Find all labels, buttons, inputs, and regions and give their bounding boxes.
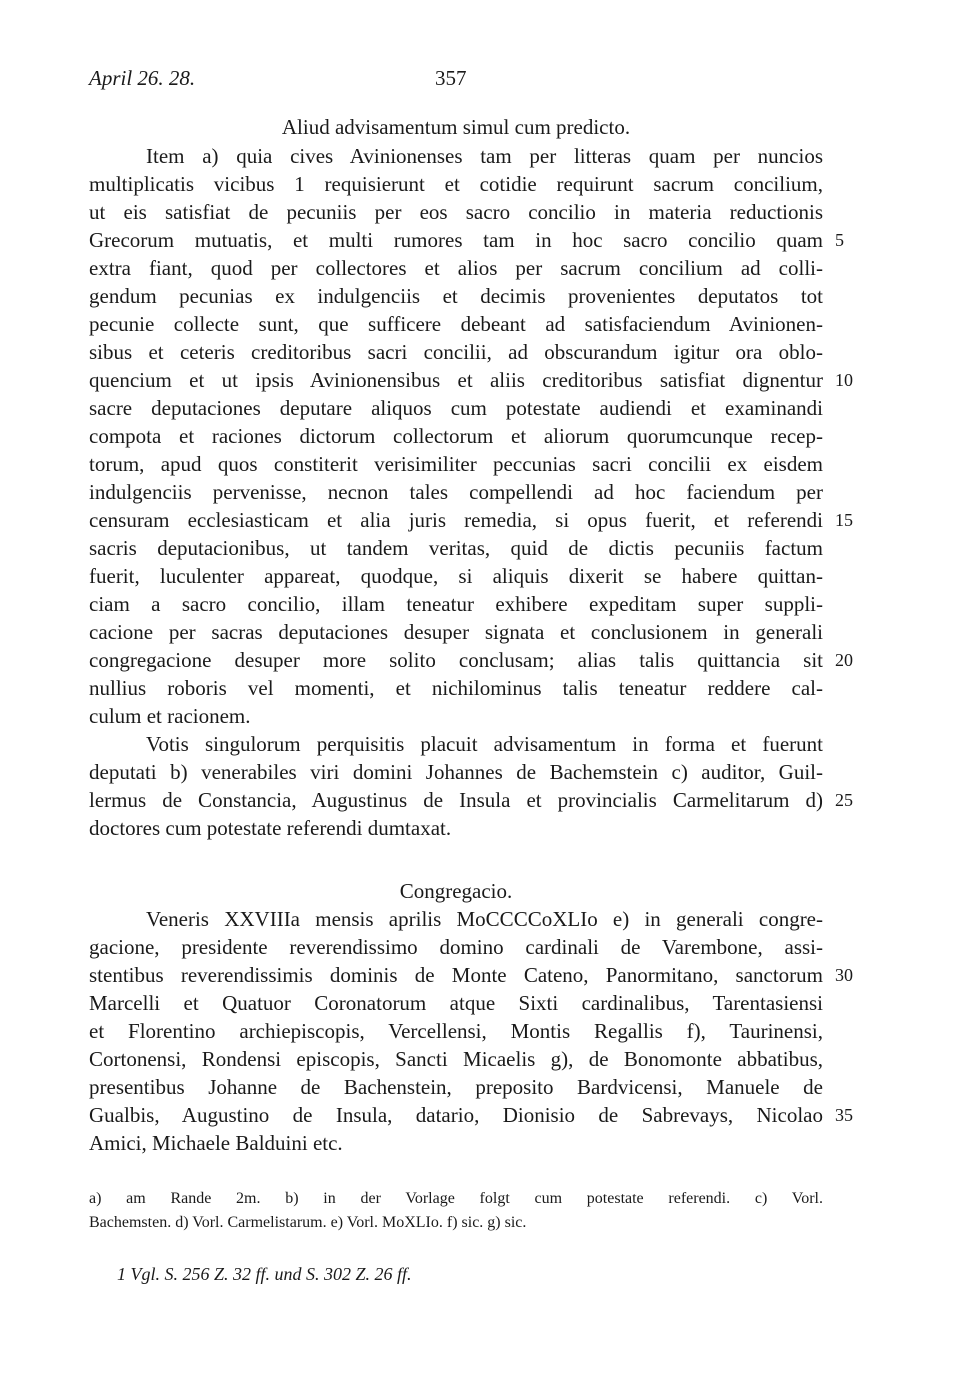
section-heading: Congregacio. [399,879,513,903]
text-line: quencium et ut ipsis Avinionensibus et aliis creditoribus satisfiat dignentur [89,368,823,392]
text-line: Cortonensi, Rondensi episcopis, Sancti Micaelis g), de Bonomonte abbatibus, [89,1047,823,1071]
text-line: culum et racionem. [89,704,251,728]
text-line: stentibus reverendissimis dominis de Monte Cateno, Panormitano, sanctorum [89,963,823,987]
running-head: April 26. 28. [89,66,196,90]
line-number: 30 [835,965,853,985]
text-line: Aliud advisamentum simul cum predicto. [281,115,631,139]
text-line: fuerit, luculenter appareat, quodque, si aliquis dixerit se habere quittan- [89,564,823,588]
text-line: lermus de Constancia, Augustinus de Insula et provincialis Carmelitarum d) [89,788,823,812]
text-line: gendum pecunias ex indulgenciis et decimis provenientes deputatos tot [89,284,823,308]
text-line: sacre deputaciones deputare aliquos cum potestate audiendi et examinandi [89,396,823,420]
text-line: Votis singulorum perquisitis placuit advisamentum in forma et fuerunt [146,732,823,756]
source-footnote: 1 Vgl. S. 256 Z. 32 ff. und S. 302 Z. 26 ff. [117,1264,412,1284]
text-line: torum, apud quos constiterit verisimiliter peccunias sacri concilii ex eisdem [89,452,823,476]
text-line: sibus et ceteris creditoribus sacri concilii, ad obscurandum igitur ora oblo- [89,340,823,364]
text-line: Veneris XXVIIIa mensis aprilis MoCCCCoXLIo e) in generali congre- [146,907,823,931]
text-line: gacione, presidente reverendissimo domino cardinali de Varembone, assi- [89,935,823,959]
page-header [89,66,823,96]
text-line: deputati b) venerabiles viri domini Johannes de Bachemstein c) auditor, Guil- [89,760,823,784]
line-number: 10 [835,370,853,390]
page-number: 357 [435,66,467,90]
line-number: 15 [835,510,853,530]
text-line: presentibus Johanne de Bachenstein, preposito Bardvicensi, Manuele de [89,1075,823,1099]
text-line: Grecorum mutuatis, et multi rumores tam in hoc sacro concilio quam [89,228,823,252]
footnote-line: Bachemsten. d) Vorl. Carmelistarum. e) Vorl. MoXLIo. f) sic. g) sic. [89,1214,527,1231]
line-number: 5 [835,230,844,250]
text-line: ciam a sacro concilio, illam teneatur exhibere expeditam super suppli- [89,592,823,616]
text-line: et Florentino archiepiscopis, Vercellensi, Montis Regallis f), Taurinensi, [89,1019,823,1043]
line-number: 20 [835,650,853,670]
text-line: Item a) quia cives Avinionenses tam per litteras quam per nuncios [146,144,823,168]
text-line: cacione per sacras deputaciones desuper signata et conclusionem in generali [89,620,823,644]
text-line: censuram ecclesiasticam et alia juris remedia, si opus fuerit, et referendi [89,508,823,532]
text-line: Gualbis, Augustino de Insula, datario, Dionisio de Sabrevays, Nicolao [89,1103,823,1127]
text-line: congregacione desuper more solito conclusam; alias talis quittancia sit [89,648,823,672]
text-line: doctores cum potestate referendi dumtaxat. [89,816,452,840]
text-line: pecunie collecte sunt, que sufficere debeant ad satisfaciendum Avinionen- [89,312,823,336]
text-line: indulgenciis pervenisse, necnon tales compellendi ad hoc faciendum per [89,480,823,504]
text-line: compota et raciones dictorum collectorum et aliorum quorumcunque recep- [89,424,823,448]
text-line: ut eis satisfiat de pecuniis per eos sacro concilio in materia reductionis [89,200,823,224]
line-number: 35 [835,1105,853,1125]
text-line: Amici, Michaele Balduini etc. [89,1131,343,1155]
line-number: 25 [835,790,853,810]
footnote-line: a) am Rande 2m. b) in der Vorlage folgt cum potestate referendi. c) Vorl. [89,1190,823,1207]
text-line: sacris deputacionibus, ut tandem veritas, quid de dictis pecuniis factum [89,536,823,560]
text-line: extra fiant, quod per collectores et alios per sacrum concilium ad colli- [89,256,823,280]
text-line: Marcelli et Quatuor Coronatorum atque Sixti cardinalibus, Tarentasiensi [89,991,823,1015]
text-line: multiplicatis vicibus 1 requisierunt et cotidie requirunt sacrum concilium, [89,172,823,196]
text-line: nullius roboris vel momenti, et nichilominus talis teneatur reddere cal- [89,676,823,700]
